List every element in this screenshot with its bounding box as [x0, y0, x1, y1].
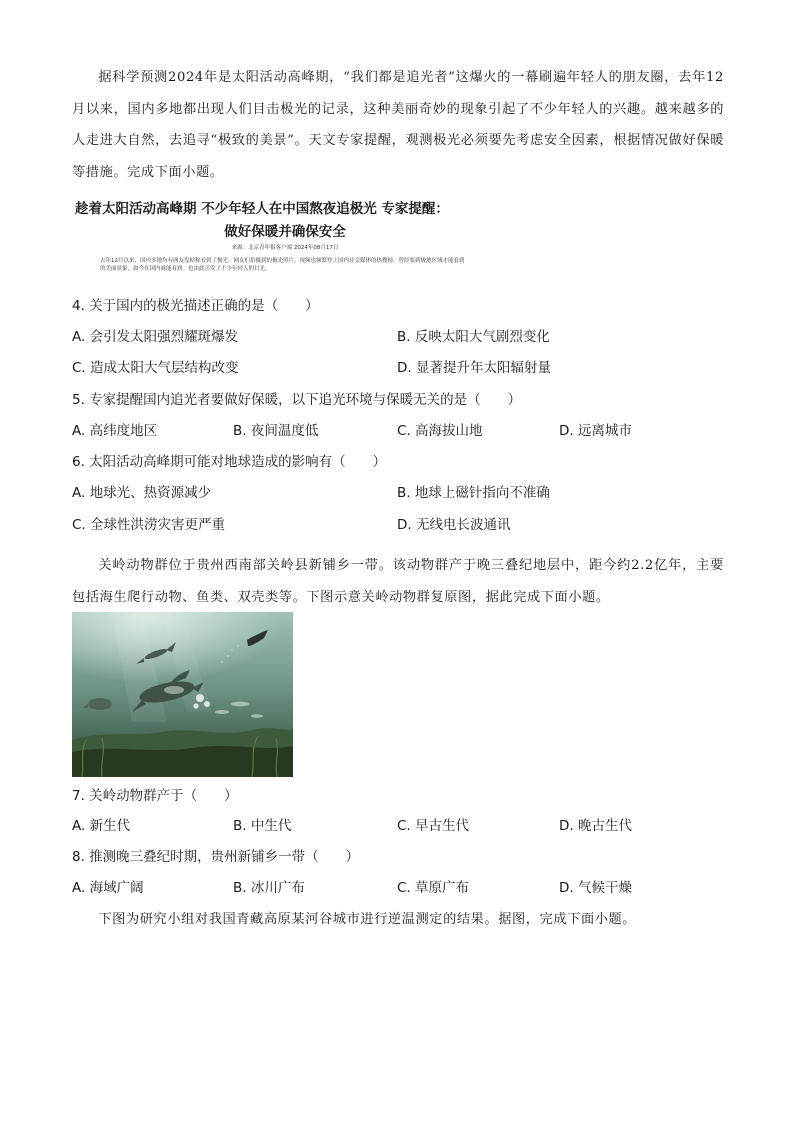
q5-option-c[interactable]: C. 高海拔山地	[397, 423, 483, 439]
question-5-stem: 5. 专家提醒国内追光者要做好保暖，以下追光环境与保暖无关的是（ ）	[72, 392, 522, 408]
q5-option-b[interactable]: B. 夜间温度低	[233, 423, 319, 439]
intro-paragraph-inversion: 下图为研究小组对我国青藏高原某河谷城市进行逆温测定的结果。据图，完成下面小题。	[98, 912, 637, 927]
q7-option-a[interactable]: A. 新生代	[72, 818, 131, 834]
q7-option-b[interactable]: B. 中生代	[233, 818, 292, 834]
intro-paragraph-guanling: 关岭动物群位于贵州西南部关岭县新铺乡一带。该动物群产于晚三叠纪地层中，距今约2.2亿年，主要包括海生爬行动物、鱼类、双壳类等。下图示意关岭动物群复原图，据此完成下面小题。	[72, 558, 724, 605]
q8-option-a[interactable]: A. 海域广阔	[72, 880, 144, 896]
q6-option-c[interactable]: C. 全球性洪涝灾害更严重	[72, 517, 226, 533]
q4-option-a[interactable]: A. 会引发太阳强烈耀斑爆发	[72, 329, 239, 345]
q5-option-a[interactable]: A. 高纬度地区	[72, 423, 158, 439]
q6-option-b[interactable]: B. 地球上磁针指向不准确	[397, 485, 550, 501]
q8-option-d[interactable]: D. 气候干燥	[559, 880, 632, 896]
q4-option-d[interactable]: D. 显著提升年太阳辐射量	[397, 360, 551, 376]
q6-option-d[interactable]: D. 无线电长波通讯	[397, 517, 511, 533]
news-subheadline: 做好保暖并确保安全	[224, 224, 346, 240]
q5-option-d[interactable]: D. 远离城市	[559, 423, 632, 439]
news-excerpt: 去年12月以来，国内多地均有网友发帖称看到了极光。网友们拍摄到的极光照片，视频也频繁登上国内社交媒体的热搜榜，曾经要到极地区域才能看到的美丽景象，如今在国内就能看到。也由此引发了不少年轻人的目光。	[100, 258, 465, 272]
underwater-scene-illustration	[72, 612, 293, 777]
question-4-stem: 4. 关于国内的极光描述正确的是（ ）	[72, 298, 319, 314]
guanling-fauna-reconstruction-image	[72, 612, 293, 777]
news-source: 来源：北京青年报客户端 2024年08月17日	[231, 245, 339, 251]
q7-option-d[interactable]: D. 晚古生代	[559, 818, 632, 834]
intro-paragraph-aurora: 据科学预测2024年是太阳活动高峰期，“我们都是追光者”这爆火的一幕刷遍年轻人的朋友圈，去年12月以来，国内多地都出现人们目击极光的记录，这种美丽奇妙的现象引起了不少年轻人的兴趣。越来越多的人走进大自然，去追寻“极致的美景”。天文专家提醒，观测极光必须要先考虑安全因素，根据情况做好保暖等措施。完成下面小题。	[72, 70, 724, 180]
q6-option-a[interactable]: A. 地球光、热资源减少	[72, 485, 212, 501]
q4-option-c[interactable]: C. 造成太阳大气层结构改变	[72, 360, 239, 376]
question-8-stem: 8. 推测晚三叠纪时期，贵州新铺乡一带（ ）	[72, 849, 360, 865]
q4-option-b[interactable]: B. 反映太阳大气剧烈变化	[397, 329, 550, 345]
q8-option-b[interactable]: B. 冰川广布	[233, 880, 305, 896]
q7-option-c[interactable]: C. 早古生代	[397, 818, 470, 834]
news-headline: 趁着太阳活动高峰期 不少年轻人在中国熬夜追极光 专家提醒：	[75, 201, 449, 217]
q8-option-c[interactable]: C. 草原广布	[397, 880, 470, 896]
question-6-stem: 6. 太阳活动高峰期可能对地球造成的影响有（ ）	[72, 454, 387, 470]
question-7-stem: 7. 关岭动物群产于（ ）	[72, 788, 238, 804]
